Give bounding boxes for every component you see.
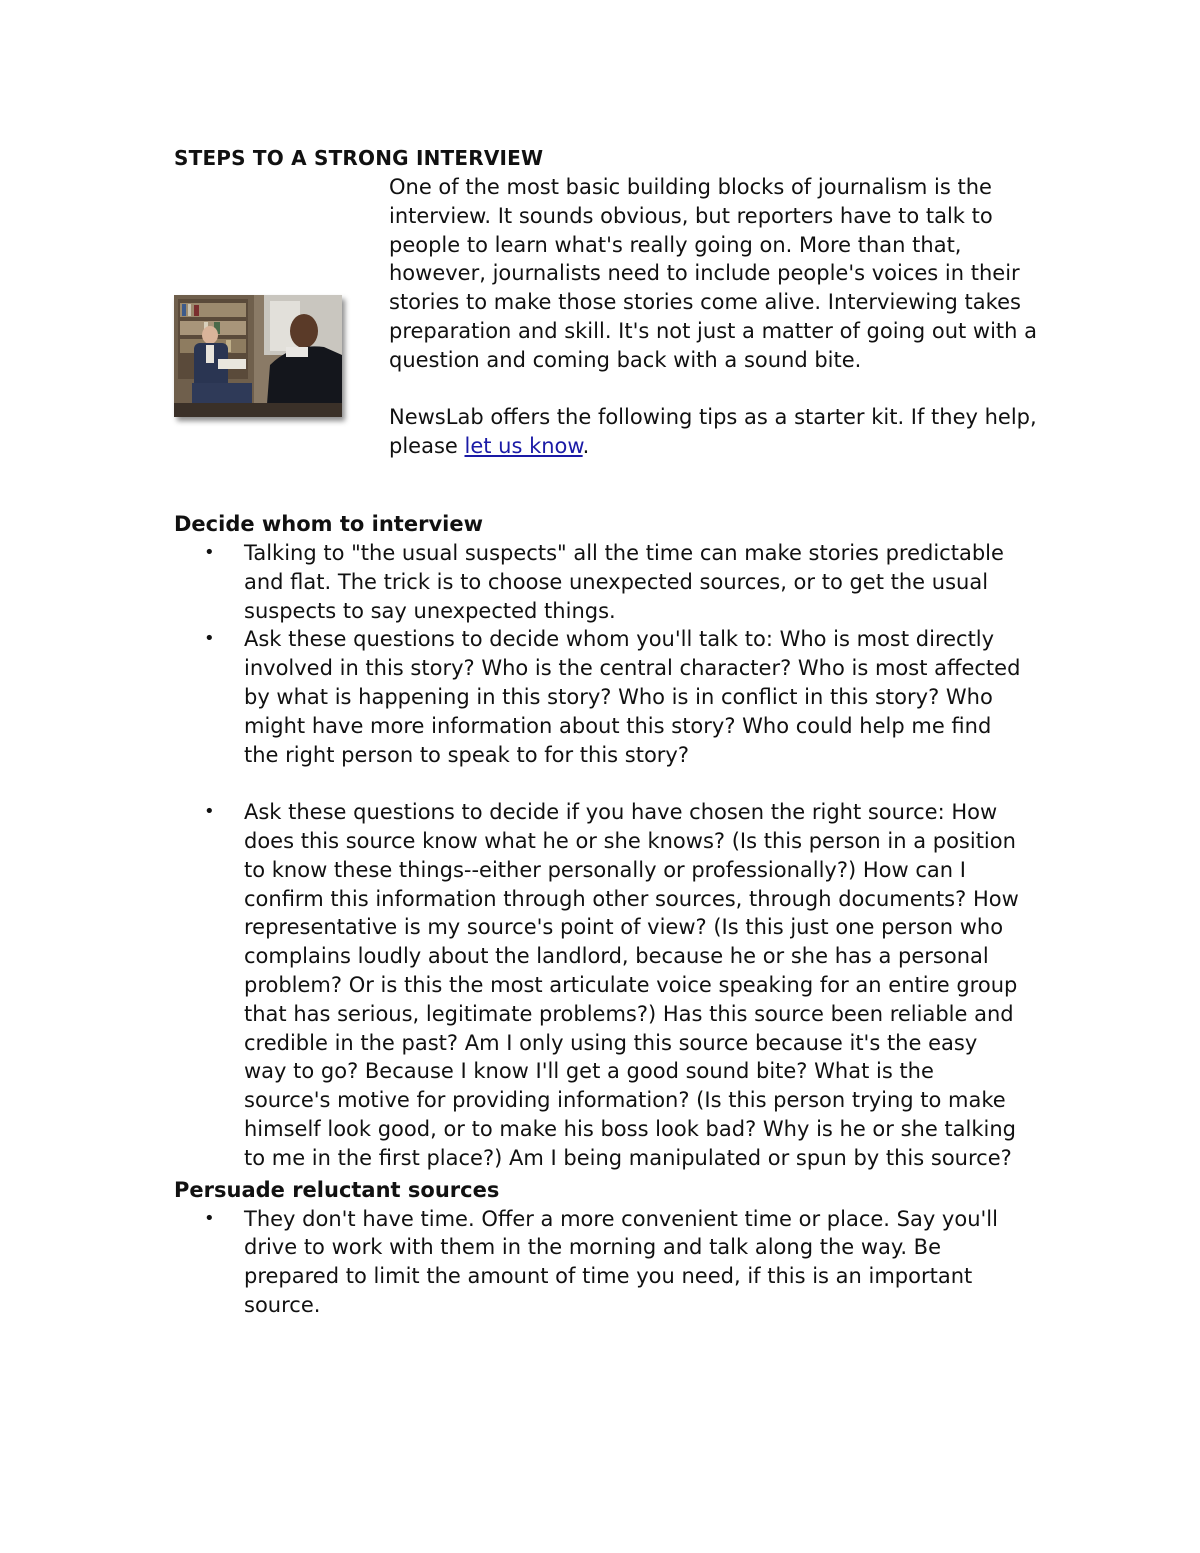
list-item-text: Ask these questions to decide if you have chosen the right source: How does this source know what he or she knows? (Is this person in a position to know these things--either personally or professionally?) How can I confirm this information through other sources, through documents? How representative is my source's point of view? (Is this just one person who complains loudly about the landlord, because he or she has a personal problem? Or is this the most articulate voice speaking for an entire group that has serious, legitimate problems?) Has this source been reliable and credible in the past? Am I only using this source because it's the easy way to go? Because I know I'll get a good sound bite? What is the source's motive for providing information? (Is this person trying to make himself look good, or to make his boss look bad? Why is he or she talking to me in the first place?) Am I being manipulated or spun by this source? — [244, 800, 1019, 1170]
list-item-text: They don't have time. Offer a more convenient time or place. Say you'll drive to work with them in the morning and talk along the way. Be prepared to limit the amount of time you need, if this is an important source. — [244, 1206, 998, 1317]
intro-paragraph-2 — [389, 403, 1049, 461]
bullet-icon: • — [204, 1207, 215, 1229]
document-title: STEPS TO A STRONG INTERVIEW — [174, 146, 544, 170]
section-heading-decide: Decide whom to interview — [174, 512, 483, 536]
list-item — [174, 798, 1024, 1172]
list-item — [174, 1205, 1024, 1320]
intro-paragraph-2-lead: NewsLab offers the following tips as a starter kit. If they help, please — [389, 405, 1037, 459]
tips-list-decide — [174, 539, 1054, 1173]
bullet-icon: • — [204, 801, 215, 823]
list-item — [174, 625, 1024, 769]
list-item — [174, 539, 1024, 625]
intro-paragraph-2-end: . — [582, 434, 590, 459]
bullet-icon: • — [204, 542, 215, 563]
bullet-icon: • — [204, 628, 215, 650]
section-heading-persuade: Persuade reluctant sources — [174, 1177, 500, 1202]
document-page — [174, 143, 1054, 1320]
interview-photo — [174, 295, 342, 417]
let-us-know-link[interactable]: let us know — [464, 434, 583, 459]
intro-text — [389, 173, 1049, 461]
list-item-text: Talking to "the usual suspects" all the time can make stories predictable and flat. The trick is to choose unexpected sources, or to get the usual suspects to say unexpected things. — [244, 541, 1004, 623]
intro-paragraph-1: One of the most basic building blocks of journalism is the interview. It sounds obvious, but reporters have to talk to people to learn what's really going on. More than that, however, journalists need to include people's voices in their stories to make those stories come alive. Interviewing takes preparation and skill. It's not just a matter of going out with a question and coming back with a sound bite. — [389, 175, 1038, 372]
tips-list-persuade — [174, 1205, 1054, 1320]
list-item-text: Ask these questions to decide whom you'll talk to: Who is most directly involved in this story? Who is the central character? Who is most affected by what is happening in this story? Who is in conflict in this story? Who might have more information about this story? Who could help me find the right person to speak to for this story? — [244, 627, 1021, 767]
intro-block — [174, 173, 1054, 509]
